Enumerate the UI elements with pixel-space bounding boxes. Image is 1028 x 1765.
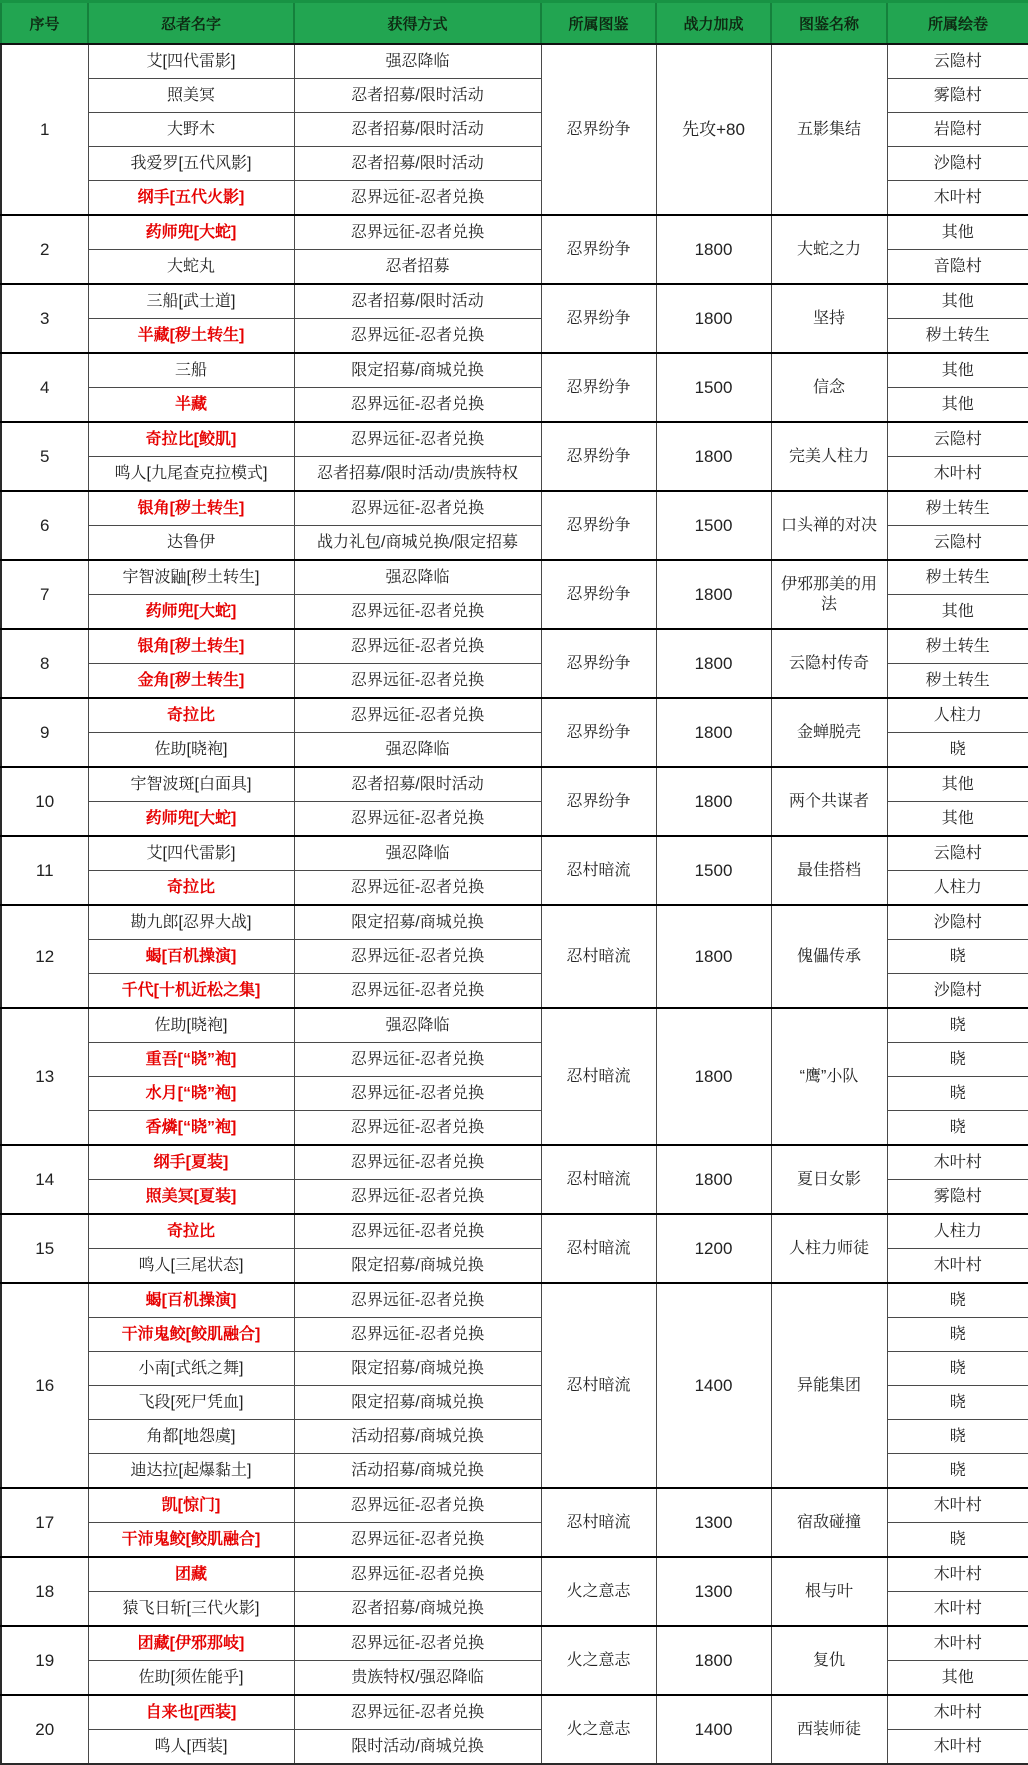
power-bonus: 1800: [656, 422, 771, 491]
collection-name: 复仇: [771, 1626, 887, 1695]
scroll-name: 雾隐村: [887, 1180, 1028, 1215]
book-category: 火之意志: [541, 1557, 656, 1626]
scroll-name: 木叶村: [887, 1730, 1028, 1765]
ninja-name: 照美冥[夏装]: [88, 1180, 294, 1215]
collection-name: 大蛇之力: [771, 215, 887, 284]
scroll-name: 晓: [887, 1283, 1028, 1318]
column-header-bonus: 战力加成: [656, 2, 771, 45]
group-index: 8: [1, 629, 88, 698]
collection-name: 信念: [771, 353, 887, 422]
acquire-method: 忍界远征-忍者兑换: [294, 664, 541, 699]
acquire-method: 忍界远征-忍者兑换: [294, 1626, 541, 1661]
table-row: [1, 1695, 1028, 1730]
column-header-scroll: 所属绘卷: [887, 2, 1028, 45]
collection-name: 宿敌碰撞: [771, 1488, 887, 1557]
ninja-name: 蝎[百机操演]: [88, 940, 294, 974]
group-index: 18: [1, 1557, 88, 1626]
scroll-name: 人柱力: [887, 698, 1028, 733]
scroll-name: 云隐村: [887, 836, 1028, 871]
ninja-name: 宇智波鼬[秽土转生]: [88, 560, 294, 595]
collection-name: 傀儡传承: [771, 905, 887, 1008]
ninja-name: 鸣人[三尾状态]: [88, 1249, 294, 1284]
ninja-name: 奇拉比: [88, 698, 294, 733]
table-row: [1, 44, 1028, 79]
acquire-method: 忍界远征-忍者兑换: [294, 1557, 541, 1592]
group-index: 2: [1, 215, 88, 284]
book-category: 忍村暗流: [541, 1283, 656, 1488]
ninja-name: 大野木: [88, 113, 294, 147]
book-category: 忍村暗流: [541, 1145, 656, 1214]
table-row: [1, 1145, 1028, 1180]
ninja-name: 香燐[“晓”袍]: [88, 1111, 294, 1146]
acquire-method: 活动招募/商城兑换: [294, 1420, 541, 1454]
collection-name: 完美人柱力: [771, 422, 887, 491]
book-category: 忍界纷争: [541, 560, 656, 629]
group-index: 19: [1, 1626, 88, 1695]
ninja-name: 干沛鬼鲛[鲛肌融合]: [88, 1523, 294, 1558]
acquire-method: 强忍降临: [294, 1008, 541, 1043]
scroll-name: 沙隐村: [887, 905, 1028, 940]
acquire-method: 强忍降临: [294, 836, 541, 871]
ninja-name: 银角[秽土转生]: [88, 629, 294, 664]
table-row: [1, 560, 1028, 595]
acquire-method: 忍界远征-忍者兑换: [294, 1077, 541, 1111]
collection-name: 云隐村传奇: [771, 629, 887, 698]
ninja-name: 小南[式纸之舞]: [88, 1352, 294, 1386]
power-bonus: 先攻+80: [656, 44, 771, 215]
table-row: [1, 905, 1028, 940]
book-category: 火之意志: [541, 1626, 656, 1695]
ninja-name: 大蛇丸: [88, 250, 294, 285]
collection-name: 坚持: [771, 284, 887, 353]
ninja-name: 奇拉比[鲛肌]: [88, 422, 294, 457]
group-index: 20: [1, 1695, 88, 1764]
group-index: 6: [1, 491, 88, 560]
scroll-name: 人柱力: [887, 871, 1028, 906]
acquire-method: 忍者招募/限时活动: [294, 113, 541, 147]
scroll-name: 其他: [887, 388, 1028, 423]
book-category: 忍界纷争: [541, 44, 656, 215]
table-row: [1, 1626, 1028, 1661]
collection-name: 人柱力师徒: [771, 1214, 887, 1283]
book-category: 忍界纷争: [541, 698, 656, 767]
book-category: 忍村暗流: [541, 1008, 656, 1145]
ninja-name: 照美冥: [88, 79, 294, 113]
group-index: 3: [1, 284, 88, 353]
acquire-method: 忍界远征-忍者兑换: [294, 629, 541, 664]
table-row: [1, 422, 1028, 457]
power-bonus: 1800: [656, 629, 771, 698]
scroll-name: 云隐村: [887, 526, 1028, 561]
ninja-name: 金角[秽土转生]: [88, 664, 294, 699]
column-header-index: 序号: [1, 2, 88, 45]
acquire-method: 限定招募/商城兑换: [294, 905, 541, 940]
book-category: 忍村暗流: [541, 836, 656, 905]
ninja-name: 纲手[夏装]: [88, 1145, 294, 1180]
book-category: 忍界纷争: [541, 284, 656, 353]
ninja-name: 我爱罗[五代风影]: [88, 147, 294, 181]
power-bonus: 1400: [656, 1283, 771, 1488]
acquire-method: 活动招募/商城兑换: [294, 1454, 541, 1489]
scroll-name: 木叶村: [887, 457, 1028, 492]
scroll-name: 其他: [887, 353, 1028, 388]
ninja-name: 纲手[五代火影]: [88, 181, 294, 216]
scroll-name: 人柱力: [887, 1214, 1028, 1249]
scroll-name: 晓: [887, 1352, 1028, 1386]
ninja-name: 半藏: [88, 388, 294, 423]
scroll-name: 其他: [887, 1661, 1028, 1696]
group-index: 9: [1, 698, 88, 767]
scroll-name: 木叶村: [887, 181, 1028, 216]
table-row: [1, 767, 1028, 802]
collection-name: 异能集团: [771, 1283, 887, 1488]
ninja-name: 鸣人[九尾查克拉模式]: [88, 457, 294, 492]
acquire-method: 忍界远征-忍者兑换: [294, 1318, 541, 1352]
ninja-name: 猿飞日斩[三代火影]: [88, 1592, 294, 1627]
scroll-name: 其他: [887, 595, 1028, 630]
scroll-name: 秽土转生: [887, 491, 1028, 526]
table-row: [1, 1283, 1028, 1318]
table-row: [1, 215, 1028, 250]
group-index: 11: [1, 836, 88, 905]
scroll-name: 其他: [887, 767, 1028, 802]
ninja-name: 宇智波斑[白面具]: [88, 767, 294, 802]
acquire-method: 战力礼包/商城兑换/限定招募: [294, 526, 541, 561]
ninja-name: 佐助[须佐能乎]: [88, 1661, 294, 1696]
acquire-method: 忍界远征-忍者兑换: [294, 940, 541, 974]
scroll-name: 云隐村: [887, 422, 1028, 457]
acquire-method: 限时活动/商城兑换: [294, 1730, 541, 1765]
scroll-name: 木叶村: [887, 1249, 1028, 1284]
scroll-name: 晓: [887, 1077, 1028, 1111]
scroll-name: 晓: [887, 1043, 1028, 1077]
scroll-name: 岩隐村: [887, 113, 1028, 147]
table-row: [1, 1214, 1028, 1249]
scroll-name: 晓: [887, 940, 1028, 974]
acquire-method: 忍者招募/限时活动: [294, 284, 541, 319]
acquire-method: 忍界远征-忍者兑换: [294, 319, 541, 354]
scroll-name: 木叶村: [887, 1695, 1028, 1730]
group-index: 13: [1, 1008, 88, 1145]
ninja-name: 勘九郎[忍界大战]: [88, 905, 294, 940]
scroll-name: 晓: [887, 1454, 1028, 1489]
scroll-name: 晓: [887, 1523, 1028, 1558]
acquire-method: 强忍降临: [294, 560, 541, 595]
acquire-method: 忍界远征-忍者兑换: [294, 1523, 541, 1558]
scroll-name: 晓: [887, 1008, 1028, 1043]
acquire-method: 忍界远征-忍者兑换: [294, 1043, 541, 1077]
scroll-name: 秽土转生: [887, 664, 1028, 699]
book-category: 忍界纷争: [541, 767, 656, 836]
ninja-name: 银角[秽土转生]: [88, 491, 294, 526]
column-header-book-name: 图鉴名称: [771, 2, 887, 45]
scroll-name: 其他: [887, 284, 1028, 319]
book-category: 忍界纷争: [541, 629, 656, 698]
scroll-name: 木叶村: [887, 1557, 1028, 1592]
power-bonus: 1800: [656, 215, 771, 284]
collection-name: 金蝉脱壳: [771, 698, 887, 767]
power-bonus: 1800: [656, 1008, 771, 1145]
scroll-name: 云隐村: [887, 44, 1028, 79]
ninja-name: 迪达拉[起爆黏土]: [88, 1454, 294, 1489]
table-row: [1, 353, 1028, 388]
acquire-method: 忍者招募/限时活动: [294, 767, 541, 802]
header-row: [1, 2, 1028, 45]
group-index: 16: [1, 1283, 88, 1488]
acquire-method: 忍界远征-忍者兑换: [294, 595, 541, 630]
table-row: [1, 284, 1028, 319]
book-category: 忍界纷争: [541, 422, 656, 491]
power-bonus: 1800: [656, 560, 771, 629]
acquire-method: 忍界远征-忍者兑换: [294, 181, 541, 216]
book-category: 忍界纷争: [541, 491, 656, 560]
acquire-method: 忍界远征-忍者兑换: [294, 1488, 541, 1523]
group-index: 4: [1, 353, 88, 422]
power-bonus: 1800: [656, 905, 771, 1008]
scroll-name: 雾隐村: [887, 79, 1028, 113]
scroll-name: 沙隐村: [887, 974, 1028, 1009]
table-row: [1, 629, 1028, 664]
ninja-name: 佐助[晓袍]: [88, 1008, 294, 1043]
power-bonus: 1500: [656, 836, 771, 905]
scroll-name: 晓: [887, 1386, 1028, 1420]
scroll-name: 晓: [887, 1111, 1028, 1146]
acquire-method: 强忍降临: [294, 733, 541, 768]
group-index: 17: [1, 1488, 88, 1557]
acquire-method: 忍界远征-忍者兑换: [294, 1180, 541, 1215]
table-row: [1, 698, 1028, 733]
acquire-method: 忍界远征-忍者兑换: [294, 802, 541, 837]
ninja-name: 三船: [88, 353, 294, 388]
ninja-name: 药师兜[大蛇]: [88, 215, 294, 250]
scroll-name: 木叶村: [887, 1626, 1028, 1661]
acquire-method: 忍界远征-忍者兑换: [294, 215, 541, 250]
book-category: 忍村暗流: [541, 905, 656, 1008]
power-bonus: 1800: [656, 698, 771, 767]
group-index: 12: [1, 905, 88, 1008]
column-header-method: 获得方式: [294, 2, 541, 45]
group-index: 10: [1, 767, 88, 836]
collection-name: 西装师徒: [771, 1695, 887, 1764]
ninja-name: 蝎[百机操演]: [88, 1283, 294, 1318]
power-bonus: 1500: [656, 491, 771, 560]
book-category: 忍村暗流: [541, 1488, 656, 1557]
power-bonus: 1400: [656, 1695, 771, 1764]
ninja-name: 千代[十机近松之集]: [88, 974, 294, 1009]
acquire-method: 限定招募/商城兑换: [294, 1386, 541, 1420]
scroll-name: 沙隐村: [887, 147, 1028, 181]
ninja-name: 奇拉比: [88, 1214, 294, 1249]
acquire-method: 忍界远征-忍者兑换: [294, 1695, 541, 1730]
ninja-name: 团藏: [88, 1557, 294, 1592]
ninja-name: 艾[四代雷影]: [88, 836, 294, 871]
scroll-name: 音隐村: [887, 250, 1028, 285]
ninja-name: 半藏[秽土转生]: [88, 319, 294, 354]
scroll-name: 木叶村: [887, 1145, 1028, 1180]
table-body: [1, 44, 1028, 1764]
ninja-name: 飞段[死尸凭血]: [88, 1386, 294, 1420]
scroll-name: 木叶村: [887, 1592, 1028, 1627]
acquire-method: 限定招募/商城兑换: [294, 353, 541, 388]
acquire-method: 忍界远征-忍者兑换: [294, 1214, 541, 1249]
ninja-name: 药师兜[大蛇]: [88, 595, 294, 630]
collection-name: 根与叶: [771, 1557, 887, 1626]
collection-name: 夏日女影: [771, 1145, 887, 1214]
ninja-name: 水月[“晓”袍]: [88, 1077, 294, 1111]
collection-name: 最佳搭档: [771, 836, 887, 905]
ninja-name: 药师兜[大蛇]: [88, 802, 294, 837]
book-category: 忍村暗流: [541, 1214, 656, 1283]
table-row: [1, 1008, 1028, 1043]
book-category: 忍界纷争: [541, 353, 656, 422]
acquire-method: 忍界远征-忍者兑换: [294, 1283, 541, 1318]
scroll-name: 秽土转生: [887, 560, 1028, 595]
acquire-method: 忍者招募/限时活动/贵族特权: [294, 457, 541, 492]
scroll-name: 其他: [887, 802, 1028, 837]
acquire-method: 忍者招募: [294, 250, 541, 285]
group-index: 5: [1, 422, 88, 491]
column-header-book: 所属图鉴: [541, 2, 656, 45]
ninja-name: 干沛鬼鲛[鲛肌融合]: [88, 1318, 294, 1352]
ninja-name: 三船[武士道]: [88, 284, 294, 319]
group-index: 1: [1, 44, 88, 215]
ninja-name: 角都[地怨虞]: [88, 1420, 294, 1454]
book-category: 火之意志: [541, 1695, 656, 1764]
scroll-name: 其他: [887, 215, 1028, 250]
collection-name: “鹰”小队: [771, 1008, 887, 1145]
scroll-name: 秽土转生: [887, 629, 1028, 664]
ninja-name: 凯[惊门]: [88, 1488, 294, 1523]
power-bonus: 1200: [656, 1214, 771, 1283]
collection-name: 伊邪那美的用法: [771, 560, 887, 629]
group-index: 15: [1, 1214, 88, 1283]
table-row: [1, 491, 1028, 526]
ninja-name: 艾[四代雷影]: [88, 44, 294, 79]
scroll-name: 晓: [887, 1318, 1028, 1352]
collection-name: 两个共谋者: [771, 767, 887, 836]
power-bonus: 1800: [656, 284, 771, 353]
acquire-method: 忍界远征-忍者兑换: [294, 1111, 541, 1146]
acquire-method: 贵族特权/强忍降临: [294, 1661, 541, 1696]
acquire-method: 强忍降临: [294, 44, 541, 79]
collection-name: 五影集结: [771, 44, 887, 215]
power-bonus: 1300: [656, 1557, 771, 1626]
acquire-method: 忍界远征-忍者兑换: [294, 388, 541, 423]
ninja-name: 达鲁伊: [88, 526, 294, 561]
ninja-name: 重吾[“晓”袍]: [88, 1043, 294, 1077]
ninja-name: 鸣人[西装]: [88, 1730, 294, 1765]
power-bonus: 1800: [656, 1626, 771, 1695]
power-bonus: 1800: [656, 767, 771, 836]
ninja-name: 奇拉比: [88, 871, 294, 906]
ninja-name: 自来也[西装]: [88, 1695, 294, 1730]
acquire-method: 忍界远征-忍者兑换: [294, 422, 541, 457]
acquire-method: 限定招募/商城兑换: [294, 1352, 541, 1386]
power-bonus: 1500: [656, 353, 771, 422]
acquire-method: 忍界远征-忍者兑换: [294, 1145, 541, 1180]
acquire-method: 忍者招募/限时活动: [294, 79, 541, 113]
table-row: [1, 1557, 1028, 1592]
group-index: 7: [1, 560, 88, 629]
scroll-name: 晓: [887, 733, 1028, 768]
book-category: 忍界纷争: [541, 215, 656, 284]
acquire-method: 忍者招募/商城兑换: [294, 1592, 541, 1627]
scroll-name: 木叶村: [887, 1488, 1028, 1523]
table-row: [1, 836, 1028, 871]
ninja-name: 团藏[伊邪那岐]: [88, 1626, 294, 1661]
power-bonus: 1300: [656, 1488, 771, 1557]
acquire-method: 忍界远征-忍者兑换: [294, 974, 541, 1009]
scroll-name: 晓: [887, 1420, 1028, 1454]
acquire-method: 限定招募/商城兑换: [294, 1249, 541, 1284]
acquire-method: 忍界远征-忍者兑换: [294, 871, 541, 906]
acquire-method: 忍者招募/限时活动: [294, 147, 541, 181]
power-bonus: 1800: [656, 1145, 771, 1214]
ninja-name: 佐助[晓袍]: [88, 733, 294, 768]
table-row: [1, 1488, 1028, 1523]
scroll-name: 秽土转生: [887, 319, 1028, 354]
acquire-method: 忍界远征-忍者兑换: [294, 698, 541, 733]
collection-name: 口头禅的对决: [771, 491, 887, 560]
acquire-method: 忍界远征-忍者兑换: [294, 491, 541, 526]
group-index: 14: [1, 1145, 88, 1214]
column-header-ninja-name: 忍者名字: [88, 2, 294, 45]
